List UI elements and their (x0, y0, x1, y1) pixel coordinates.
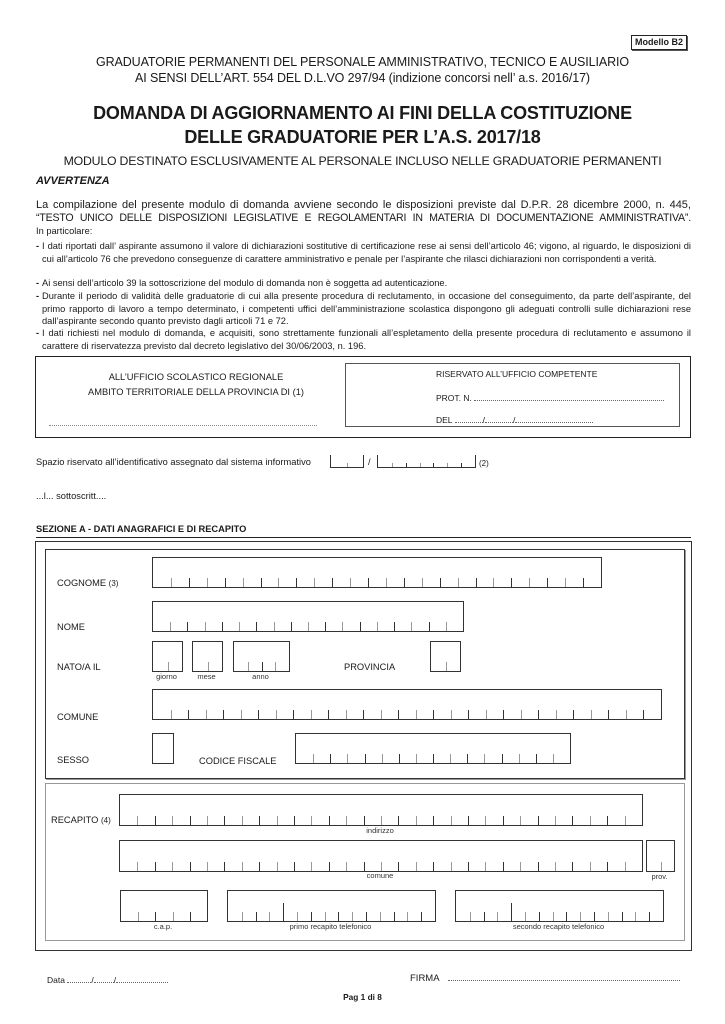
cell-divider (503, 862, 504, 871)
cell-divider (225, 578, 226, 587)
cell-divider (248, 662, 249, 671)
document-subtitle: MODULO DESTINATO ESCLUSIVAMENTE AL PERSONALE INCLUSO NELLE GRADUATORIE PERMANENTI (63, 154, 662, 168)
cell-divider (328, 710, 329, 719)
data-label: Data (47, 975, 65, 985)
data-month-line[interactable] (94, 974, 114, 983)
cell-divider (573, 710, 574, 719)
cell-divider (364, 862, 365, 871)
cell-divider (173, 912, 174, 921)
cell-divider (440, 578, 441, 587)
cell-divider (350, 578, 351, 587)
office-address (36, 370, 356, 400)
cell-divider (208, 662, 209, 671)
section-divider (36, 537, 691, 538)
cell-divider (497, 912, 498, 921)
cell-divider (451, 862, 452, 871)
cell-divider (416, 754, 417, 763)
anno-label: anno (252, 672, 269, 681)
codice-fiscale-input[interactable] (295, 733, 571, 764)
cell-divider (366, 912, 367, 921)
warning-bullet (36, 240, 691, 265)
cell-divider (420, 463, 421, 467)
prot-label: PROT. N. (436, 393, 472, 403)
recapito-indirizzo-input[interactable] (119, 794, 643, 826)
cell-divider (484, 912, 485, 921)
cell-divider (572, 862, 573, 871)
cell-divider (520, 816, 521, 825)
cell-divider (398, 862, 399, 871)
cell-divider (155, 912, 156, 921)
cell-divider (222, 622, 223, 631)
cell-divider (352, 912, 353, 921)
cell-divider (242, 816, 243, 825)
cell-divider (538, 710, 539, 719)
del-month-line[interactable] (482, 414, 516, 425)
cell-divider (392, 463, 393, 467)
cell-divider (580, 912, 581, 921)
cell-divider (433, 862, 434, 871)
office-line-2: AMBITO TERRITORIALE DELLA PROVINCIA DI (88, 387, 291, 397)
comune-label: COMUNE (57, 712, 99, 722)
cell-divider (296, 578, 297, 587)
cell-divider (450, 754, 451, 763)
page-number: Pag 1 di 8 (343, 992, 382, 1002)
indirizzo-label: indirizzo (366, 826, 394, 835)
cell-divider (262, 662, 263, 671)
cell-divider (485, 862, 486, 871)
cell-divider (259, 816, 260, 825)
cell-divider (458, 578, 459, 587)
cell-divider (205, 622, 206, 631)
recapito-label: RECAPITO (4) (51, 815, 111, 825)
del-year-line[interactable] (512, 414, 593, 425)
cell-divider (502, 754, 503, 763)
data-field[interactable]: Data / / (47, 974, 168, 985)
cell-divider (346, 862, 347, 871)
cell-divider (242, 862, 243, 871)
cell-divider (207, 578, 208, 587)
data-year-line[interactable] (116, 974, 168, 983)
cell-divider (643, 710, 644, 719)
cell-divider (256, 912, 257, 921)
cell-divider (583, 578, 584, 587)
cell-divider (484, 754, 485, 763)
cell-divider (277, 862, 278, 871)
identificativo-note: (2) (479, 459, 489, 468)
cell-divider (399, 754, 400, 763)
del-day-line[interactable] (455, 414, 483, 423)
in-particolare-label: In particolare: (36, 226, 93, 236)
cell-divider (394, 912, 395, 921)
cell-divider (283, 903, 284, 921)
cell-divider (207, 862, 208, 871)
header-line-2: AI SENSI DELL’ART. 554 DEL D.L.VO 297/94 (indizione concorsi nell’ a.s. 2016/17) (135, 71, 590, 85)
sesso-input[interactable] (152, 733, 174, 764)
cognome-input[interactable] (152, 557, 602, 588)
bullet-text: Ai sensi dell’articolo 39 la sottoscrizione del modulo di domanda non è soggetta ad autenticazione. (42, 278, 448, 288)
provincia-input[interactable] (430, 641, 461, 672)
office-note: (1) (292, 387, 304, 397)
cell-divider (311, 912, 312, 921)
cell-divider (591, 710, 592, 719)
cell-divider (380, 912, 381, 921)
firma-input-line[interactable] (448, 972, 680, 981)
cell-divider (170, 622, 171, 631)
nascita-anno-input[interactable] (233, 641, 290, 672)
identificativo-input-a[interactable] (330, 455, 364, 468)
cell-divider (416, 862, 417, 871)
giorno-label: giorno (156, 672, 177, 681)
nato-il-label: NATO/A IL (57, 662, 101, 672)
cell-divider (311, 710, 312, 719)
provincia-label: PROVINCIA (344, 662, 396, 672)
mese-label: mese (197, 672, 216, 681)
cell-divider (347, 754, 348, 763)
cell-divider (368, 578, 369, 587)
cell-divider (189, 578, 190, 587)
cell-divider (485, 816, 486, 825)
telefono-2-label: secondo recapito telefonico (512, 922, 605, 931)
cell-divider (416, 710, 417, 719)
telefono-1-label: primo recapito telefonico (289, 922, 372, 931)
cell-divider (338, 912, 339, 921)
cell-divider (278, 578, 279, 587)
telefono-1-input[interactable] (227, 890, 436, 922)
cell-divider (398, 816, 399, 825)
cell-divider (608, 710, 609, 719)
cell-divider (223, 710, 224, 719)
nome-label: NOME (57, 622, 85, 632)
cell-divider (451, 816, 452, 825)
cell-divider (529, 578, 530, 587)
cell-divider (398, 710, 399, 719)
nascita-mese-input[interactable] (192, 641, 223, 672)
cell-divider (365, 754, 366, 763)
office-line-1: ALL’UFFICIO SCOLASTICO REGIONALE (108, 372, 284, 382)
cell-divider (294, 816, 295, 825)
cell-divider (411, 622, 412, 631)
cell-divider (404, 578, 405, 587)
warning-bullet (36, 277, 691, 290)
prot-input-line[interactable] (474, 392, 664, 401)
cell-divider (566, 912, 567, 921)
cell-divider (138, 912, 139, 921)
bullet-dash: - (36, 328, 40, 338)
cell-divider (451, 710, 452, 719)
cell-divider (416, 816, 417, 825)
cell-divider (433, 710, 434, 719)
cell-divider (493, 578, 494, 587)
cell-divider (256, 622, 257, 631)
sottoscritto-text: ...l... sottoscritt.... (36, 491, 107, 501)
cell-divider (607, 816, 608, 825)
cell-divider (649, 912, 650, 921)
cell-divider (241, 710, 242, 719)
bullet-text: I dati riportati dall’ aspirante assumono il valore di dichiarazioni sostitutive di certificazione rese ai sensi dell’articolo 46; vigono, al riguardo, le disposizioni di cui all’articolo 76 che prevedono conseguenze di carattere amministrativo e penale per l’aspirante che rilasci dichiarazioni non corrispondenti a verità. (42, 241, 691, 264)
cell-divider (503, 816, 504, 825)
cell-divider (625, 816, 626, 825)
cell-divider (188, 710, 189, 719)
cell-divider (311, 862, 312, 871)
firma-label: FIRMA (410, 973, 440, 984)
cell-divider (625, 862, 626, 871)
cell-divider (476, 578, 477, 587)
cell-divider (172, 816, 173, 825)
cell-divider (525, 912, 526, 921)
cell-divider (486, 710, 487, 719)
cell-divider (291, 622, 292, 631)
cell-divider (626, 710, 627, 719)
cell-divider (511, 578, 512, 587)
identificativo-label: Spazio riservato all’identificativo assegnato dal sistema informativo (36, 457, 311, 467)
cell-divider (242, 912, 243, 921)
cell-divider (269, 912, 270, 921)
bullet-text: I dati richiesti nel modulo di domanda, e acquisiti, sono strettamente funzionali all’espletamento della presente procedura di reclutamento e assumono il carattere di riservatezza previsto dal decreto legislativo del 30/06/2003, n. 196. (42, 328, 691, 351)
cap-input[interactable] (120, 890, 208, 922)
firma-field[interactable] (410, 972, 680, 984)
cell-divider (553, 754, 554, 763)
cell-divider (461, 463, 462, 467)
cell-divider (190, 912, 191, 921)
cell-divider (421, 912, 422, 921)
cell-divider (190, 816, 191, 825)
cell-divider (447, 463, 448, 467)
reserved-title: RISERVATO ALL’UFFICIO COMPETENTE (436, 369, 598, 379)
cell-divider (381, 710, 382, 719)
cell-divider (555, 816, 556, 825)
cell-divider (468, 862, 469, 871)
del-label: DEL (436, 415, 453, 425)
cell-divider (433, 754, 434, 763)
cell-divider (521, 710, 522, 719)
cell-divider (406, 463, 407, 467)
cell-divider (429, 622, 430, 631)
cell-divider (311, 816, 312, 825)
cell-divider (555, 862, 556, 871)
cell-divider (325, 912, 326, 921)
cell-divider (155, 816, 156, 825)
cell-divider (258, 710, 259, 719)
cell-divider (207, 816, 208, 825)
recapito-prov-input[interactable] (646, 840, 675, 872)
cell-divider (381, 816, 382, 825)
cell-divider (171, 710, 172, 719)
bullet-dash: - (36, 241, 40, 251)
cell-divider (346, 816, 347, 825)
cell-divider (330, 754, 331, 763)
cell-divider (346, 710, 347, 719)
bullet-text: Durante il periodo di validità delle graduatorie di cui alla presente procedura di reclutamento, in occasione del conseguimento, da parte dell’aspirante, del primo rapporto di lavoro a tempo determinato, i competenti uffici dell’amministrazione scolastica dispongono gli adeguati controlli sulle dichiarazioni rese dall’aspirante secondo quanto previsto dagli articoli 71 e 72. (42, 291, 691, 327)
cell-divider (294, 862, 295, 871)
cell-divider (470, 912, 471, 921)
slash: / (512, 415, 516, 425)
cell-divider (314, 578, 315, 587)
document-title-line-1: DOMANDA DI AGGIORNAMENTO AI FINI DELLA COSTITUZIONE (93, 103, 632, 123)
cell-divider (313, 754, 314, 763)
cell-divider (635, 912, 636, 921)
cell-divider (347, 463, 348, 467)
cell-divider (206, 710, 207, 719)
document-title-line-2: DELLE GRADUATORIE PER L’A.S. 2017/18 (184, 127, 541, 147)
reserved-office-box (345, 363, 680, 427)
cell-divider (536, 754, 537, 763)
cell-divider (297, 912, 298, 921)
cell-divider (622, 912, 623, 921)
cell-divider (590, 816, 591, 825)
cell-divider (239, 622, 240, 631)
slash: / (482, 415, 485, 425)
cell-divider (276, 710, 277, 719)
cell-divider (556, 710, 557, 719)
cell-divider (274, 622, 275, 631)
cell-divider (137, 816, 138, 825)
cell-divider (137, 862, 138, 871)
cell-divider (565, 578, 566, 587)
cell-divider (360, 622, 361, 631)
cell-divider (394, 622, 395, 631)
office-box (35, 356, 691, 438)
cell-divider (407, 912, 408, 921)
bullet-dash: - (36, 278, 40, 288)
cell-divider (572, 816, 573, 825)
cell-divider (538, 862, 539, 871)
cell-divider (224, 816, 225, 825)
provincia-input-line[interactable] (49, 425, 317, 426)
cell-divider (190, 862, 191, 871)
cell-divider (172, 862, 173, 871)
prov-label: prov. (651, 872, 668, 881)
cell-divider (594, 912, 595, 921)
comune-input[interactable] (152, 689, 662, 720)
prot-field[interactable] (436, 392, 664, 403)
cell-divider (433, 463, 434, 467)
modello-badge: Modello B2 (631, 35, 687, 50)
cell-divider (382, 754, 383, 763)
cell-divider (538, 816, 539, 825)
cell-divider (277, 816, 278, 825)
cell-divider (261, 578, 262, 587)
avvertenza-heading: AVVERTENZA (36, 175, 110, 187)
cell-divider (607, 862, 608, 871)
cell-divider (386, 578, 387, 587)
cell-divider (511, 903, 512, 921)
comune-sublabel: comune (366, 871, 394, 880)
cell-divider (332, 578, 333, 587)
cell-divider (422, 578, 423, 587)
cell-divider (467, 754, 468, 763)
cell-divider (520, 862, 521, 871)
nome-input[interactable] (152, 601, 464, 632)
header-line-1: GRADUATORIE PERMANENTI DEL PERSONALE AMMINISTRATIVO, TECNICO E AUSILIARIO (95, 55, 630, 69)
cell-divider (342, 622, 343, 631)
cell-divider (468, 816, 469, 825)
del-field[interactable] (436, 414, 593, 425)
recapito-comune-input[interactable] (119, 840, 643, 872)
cell-divider (168, 662, 169, 671)
cell-divider (155, 862, 156, 871)
cell-divider (275, 662, 276, 671)
data-day-line[interactable] (67, 974, 91, 983)
cell-divider (377, 622, 378, 631)
identificativo-separator: / (368, 457, 371, 467)
cell-divider (329, 862, 330, 871)
cell-divider (433, 816, 434, 825)
warning-bullet (36, 327, 691, 352)
cell-divider (259, 862, 260, 871)
cell-divider (171, 578, 172, 587)
cap-label: c.a.p. (153, 922, 173, 931)
intro-line-1: La compilazione del presente modulo di domanda avviene secondo le disposizioni previste dal D.P.R. 28 dicembre 2000, n. 445, (36, 199, 691, 211)
cell-divider (325, 622, 326, 631)
bullet-dash: - (36, 291, 40, 301)
cell-divider (590, 862, 591, 871)
cell-divider (243, 578, 244, 587)
cell-divider (519, 754, 520, 763)
sesso-label: SESSO (57, 755, 90, 765)
cell-divider (187, 622, 188, 631)
warning-bullet (36, 290, 691, 328)
cell-divider (381, 862, 382, 871)
cognome-label: COGNOME (3) (57, 578, 119, 588)
cell-divider (553, 912, 554, 921)
cell-divider (446, 622, 447, 631)
telefono-2-input[interactable] (455, 890, 664, 922)
intro-line-2: “TESTO UNICO DELLE DISPOSIZIONI LEGISLATIVE E REGOLAMENTARI IN MATERIA DI DOCUMENTAZIONE AMMINISTRATIVA”. (36, 212, 691, 224)
cell-divider (224, 862, 225, 871)
cell-divider (661, 862, 662, 871)
cell-divider (293, 710, 294, 719)
cell-divider (446, 662, 447, 671)
cell-divider (363, 710, 364, 719)
cell-divider (468, 710, 469, 719)
cell-divider (539, 912, 540, 921)
cell-divider (608, 912, 609, 921)
cell-divider (503, 710, 504, 719)
cell-divider (547, 578, 548, 587)
cell-divider (329, 816, 330, 825)
cell-divider (308, 622, 309, 631)
section-a-title: SEZIONE A - DATI ANAGRAFICI E DI RECAPITO (36, 524, 247, 534)
cell-divider (364, 816, 365, 825)
codice-fiscale-label: CODICE FISCALE (199, 756, 277, 766)
identificativo-input-b[interactable] (377, 455, 476, 468)
nascita-giorno-input[interactable] (152, 641, 183, 672)
